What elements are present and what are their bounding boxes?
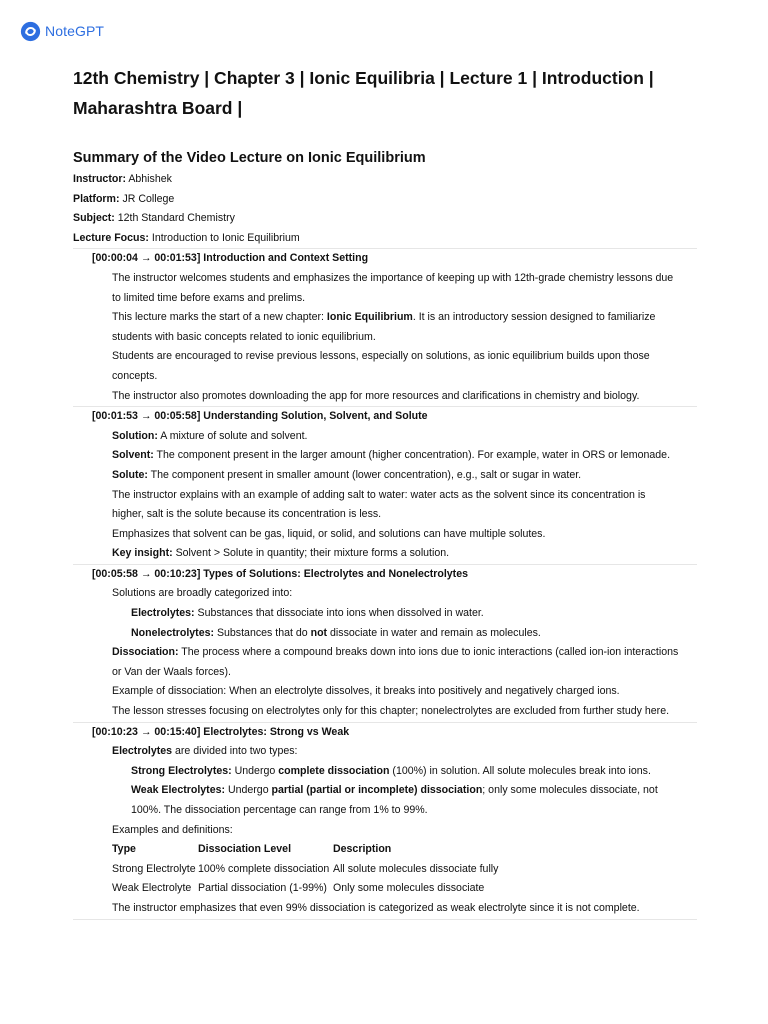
bullet-text: Students are encouraged to revise previous lessons, especially on solutions, as ionic equilibrium builds upon those: [112, 350, 650, 363]
meta-instructor: [73, 170, 697, 190]
text: The process where a compound breaks down into ions due to ionic interactions (called ion-ion interactions: [178, 646, 679, 659]
term-label: Dissociation:: [112, 646, 179, 659]
sub-bullet-text: 100%. The dissociation percentage can range from 1% to 99%.: [131, 804, 428, 816]
text: A mixture of solute and solvent.: [157, 429, 308, 442]
section-heading: [00:10:23 → 00:15:40] Electrolytes: Strong vs Weak: [92, 725, 350, 738]
text: dissociate in water and remain as molecules.: [327, 626, 541, 639]
text: Undergo: [231, 764, 279, 777]
bullet-text: The instructor explains with an example of adding salt to water: water acts as the solvent since its concentration is: [112, 488, 646, 501]
bullet-text: [73, 742, 697, 762]
notegpt-logo-icon: [20, 21, 41, 42]
text: ; only some molecules dissociate, not: [482, 784, 658, 797]
bullet-text: to limited time before exams and prelims.: [112, 291, 306, 304]
bullet-text: The lesson stresses focusing on electrolytes only for this chapter; nonelectrolytes are excluded from further study here.: [112, 705, 670, 718]
table-cell: Only some molecules dissociate: [333, 882, 485, 895]
bold-text: partial (partial or incomplete) dissociation: [271, 784, 483, 797]
section-heading: [00:00:04 → 00:01:53] Introduction and Context Setting: [92, 252, 369, 265]
text: Substances that dissociate into ions when dissolved in water.: [194, 607, 484, 620]
document-title: [73, 63, 697, 123]
table-cell: 100% complete dissociation: [198, 862, 330, 875]
table-header-cell: Dissociation Level: [198, 843, 292, 856]
bullet-text: [73, 427, 697, 447]
text: The component present in the larger amount (higher concentration). For example, water in ORS or lemonade.: [153, 449, 671, 462]
section-solution-solvent-solute: [73, 406, 697, 564]
term-label: Solute:: [112, 468, 148, 481]
term-label: Weak Electrolytes:: [131, 784, 226, 797]
meta-value: 12th Standard Chemistry: [114, 212, 235, 225]
bold-text: complete dissociation: [278, 764, 390, 777]
term-label: Strong Electrolytes:: [131, 764, 232, 777]
bullet-text: Emphasizes that solvent can be gas, liquid, or solid, and solutions can have multiple solutes.: [112, 527, 546, 540]
bold-text: not: [310, 626, 328, 639]
bullet-text: Solutions are broadly categorized into:: [112, 587, 293, 600]
table-row: [112, 879, 697, 899]
bullet-text: students with basic concepts related to ionic equilibrium.: [112, 330, 376, 343]
meta-label: Platform:: [73, 192, 120, 205]
bullet-text: [73, 544, 697, 564]
bullet-text: Example of dissociation: When an electrolyte dissolves, it breaks into positively and negatively charged ions.: [112, 685, 620, 698]
meta-focus: [73, 229, 697, 249]
section-heading: [00:05:58 → 00:10:23] Types of Solutions: Electrolytes and Nonelectrolytes: [92, 567, 468, 580]
bullet-text: [73, 466, 697, 486]
meta-value: Introduction to Ionic Equilibrium: [148, 231, 300, 244]
bullet-text: The instructor also promotes downloading the app for more resources and clarifications in chemistry and biology.: [112, 389, 640, 402]
table-cell: Strong Electrolyte: [112, 862, 196, 875]
text: . It is an introductory session designed to familiarize: [412, 311, 656, 324]
text: Substances that do: [214, 626, 311, 639]
sub-bullet-text: [73, 624, 697, 644]
document-subtitle: Summary of the Video Lecture on Ionic Equilibrium: [73, 150, 426, 166]
bullet-text: concepts.: [112, 369, 158, 382]
table-row: [112, 860, 697, 880]
text: This lecture marks the start of a new chapter:: [112, 311, 327, 324]
section-types-of-solutions: [73, 564, 697, 722]
meta-label: Lecture Focus:: [73, 231, 149, 244]
text: The component present in smaller amount (lower concentration), e.g., salt or sugar in water.: [147, 468, 582, 481]
table-header-cell: Type: [112, 843, 136, 856]
meta-label: Instructor:: [73, 173, 126, 185]
text: Undergo: [225, 784, 272, 797]
bold-text: Ionic Equilibrium: [326, 311, 413, 324]
meta-label: Subject:: [73, 212, 115, 225]
table-cell: Weak Electrolyte: [112, 882, 192, 895]
bullet-text: [73, 308, 697, 328]
title-line-2: Maharashtra Board |: [73, 98, 243, 118]
term-label: Solvent:: [112, 449, 154, 462]
sub-bullet-text: [73, 762, 697, 782]
sub-bullet-text: [73, 781, 697, 801]
table-cell: All solute molecules dissociate fully: [333, 862, 499, 875]
bold-text: Electrolytes: [112, 745, 173, 758]
meta-value: Abhishek: [125, 173, 172, 185]
bullet-text: The instructor welcomes students and emphasizes the importance of keeping up with 12th-grade chemistry lessons due: [112, 271, 674, 284]
document-content: [73, 60, 697, 920]
text: (100%) in solution. All solute molecules break into ions.: [389, 764, 651, 777]
electrolyte-table: [73, 840, 697, 899]
section-introduction: [73, 248, 697, 406]
table-header-row: [112, 840, 697, 860]
bullet-text: Examples and definitions:: [112, 823, 233, 836]
term-label: Electrolytes:: [131, 607, 195, 620]
bullet-text: [73, 446, 697, 466]
meta-subject: [73, 209, 697, 229]
section-heading: [00:01:53 → 00:05:58] Understanding Solution, Solvent, and Solute: [92, 410, 428, 423]
brand-name: NoteGPT: [45, 23, 105, 39]
table-header-cell: Description: [333, 843, 392, 856]
term-label: Solution:: [112, 429, 158, 442]
term-label: Key insight:: [112, 547, 173, 560]
section-strong-vs-weak: [73, 722, 697, 920]
sub-bullet-text: [73, 604, 697, 624]
bullet-text: The instructor emphasizes that even 99% dissociation is categorized as weak electrolyte since it is not complete.: [112, 901, 640, 914]
bullet-text: higher, salt is the solute because its concentration is less.: [112, 508, 382, 521]
text: Solvent > Solute in quantity; their mixture forms a solution.: [172, 547, 450, 560]
notegpt-logo[interactable]: [20, 20, 104, 42]
term-label: Nonelectrolytes:: [131, 626, 215, 639]
table-cell: Partial dissociation (1-99%): [198, 882, 327, 895]
text: are divided into two types:: [172, 745, 298, 758]
title-line-1: 12th Chemistry | Chapter 3 | Ionic Equilibria | Lecture 1 | Introduction |: [73, 68, 654, 88]
bullet-text: or Van der Waals forces).: [112, 665, 231, 678]
lecture-meta: [73, 170, 697, 248]
bullet-text: [73, 643, 697, 663]
meta-value: JR College: [119, 192, 175, 205]
meta-platform: [73, 190, 697, 210]
